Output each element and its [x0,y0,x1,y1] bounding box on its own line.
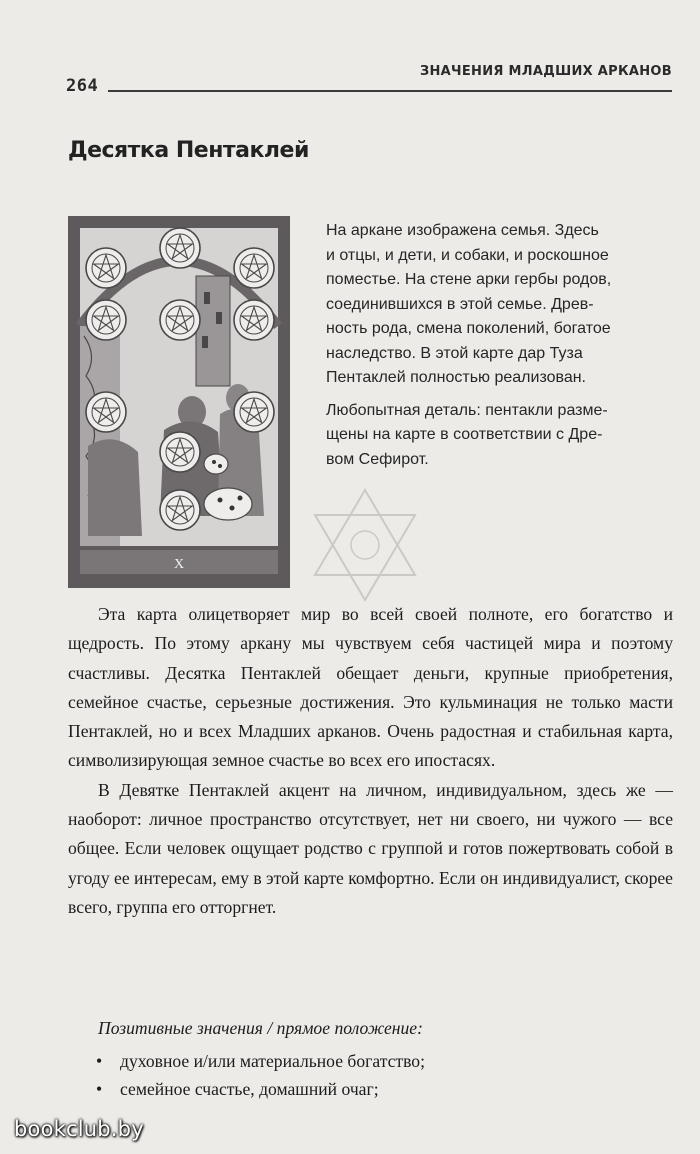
pentacle-icon [86,248,126,288]
dog-shape [204,488,252,520]
running-title: ЗНАЧЕНИЯ МЛАДШИХ АРКАНОВ [419,64,672,79]
site-watermark: bookclub.by [14,1117,144,1141]
page-number: 264 [66,76,99,96]
pentacle-icon [234,300,274,340]
list-item: • духовное и/или материальное богатство; [96,1047,656,1075]
tarot-card-illustration [68,216,290,588]
pentacle-icon [86,300,126,340]
pentacle-icon [160,300,200,340]
pentacle-icon [86,392,126,432]
description-paragraph: На аркане изображена семья. Здесь и отцы, и дети, и собаки, и роскошное поместье. На стене арки гербы родов, соединившихся в этой семье. Древ- ность рода, смена поколений, богатое наследство. В этой карте дар Туза Пентаклей полностью реализован. [326,222,612,386]
description-note: Любопытная деталь: пентакли разме- щены на карте в соответствии с Дре- вом Сефирот. [326,401,608,468]
section-title: Десятка Пентаклей [68,138,309,163]
pentacle-icon [160,228,200,268]
header-rule [108,90,672,92]
hexagram-watermark-icon [300,480,430,610]
meanings-heading: Позитивные значения / прямое положение: [98,1018,423,1038]
main-text [68,600,673,922]
bullet-icon: • [96,1051,103,1071]
pentacle-icon [234,248,274,288]
pentacle-icon [234,392,274,432]
list-item: • семейное счастье, домашний очаг; [96,1075,656,1103]
castle-tower [196,276,230,386]
body-paragraph-2: В Девятке Пентаклей акцент на личном, индивидуальном, здесь же — наоборот: личное пространство отсутствует, нет ни своего, ни чужого — все общее. Если человек ощущает родство с группой и готов пожертвовать собой в угоду ее интересам, ему в этой карте комфортно. Если он индивидуалист, скорее всего, группа его отторгнет. [68,779,673,917]
card-description [326,219,674,480]
meanings-list [96,1047,656,1103]
body-paragraph-1: Эта карта олицетворяет мир во всей своей полноте, его богатство и щедрость. По этому аркану мы чувствуем себя частицей мира и поэтому счастливы. Десятка Пентаклей обещает деньги, крупные приобретения, семейное счастье, серьезные достижения. Это кульминация не только масти Пентаклей, но и всех Младших арканов. Очень радостная и стабильная карта, символизирующая земное счастье во всех его ипостасях. [68,604,673,771]
running-header [66,64,672,98]
figure-elder [88,439,142,536]
bullet-icon: • [96,1079,103,1099]
pentacle-icon [160,490,200,530]
card-numeral: X [173,557,185,572]
pentacle-icon [160,432,200,472]
